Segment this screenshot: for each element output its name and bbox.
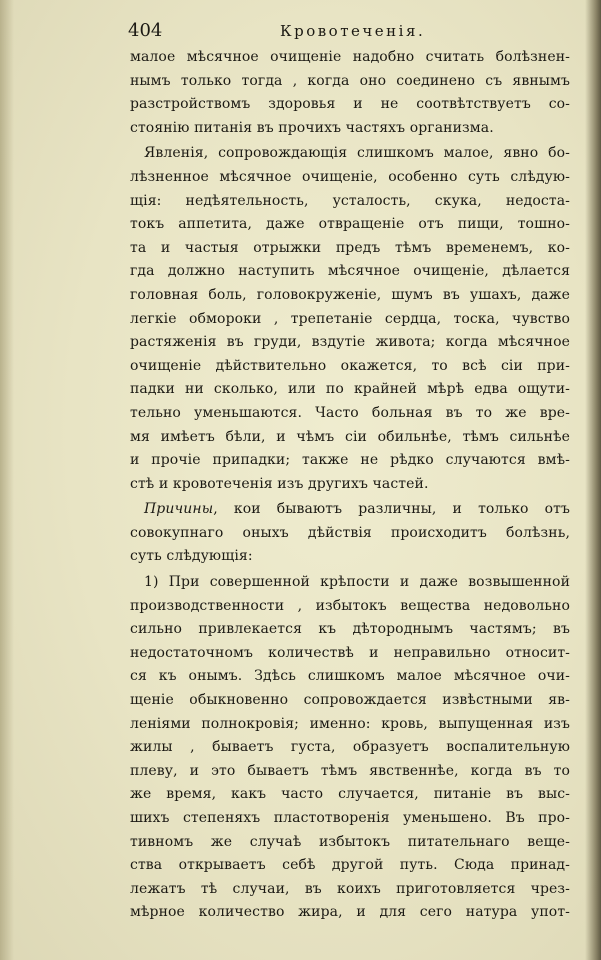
text-line: мѣрное количество жира, и для сего натура упот- <box>130 904 570 921</box>
running-head: Кровотеченія. <box>280 22 426 40</box>
text-line: нымъ только тогда , когда оно соединено съ явнымъ <box>130 72 570 89</box>
body-text <box>130 46 570 925</box>
text-line: совокупнаго оныхъ дѣйствія происходитъ болѣзнь, <box>130 524 570 541</box>
text-line: лежатъ тѣ случаи, въ коихъ приготовляется чрез- <box>130 880 570 897</box>
text-line: и прочіе припадки; также не рѣдко случаются вмѣ- <box>130 452 570 469</box>
text-line: щія: недѣятельность, усталость, скука, недоста- <box>130 192 570 209</box>
text-line: разстройствомъ здоровья и не соотвѣтствуетъ со- <box>130 96 570 113</box>
text-line: шихъ степеняхъ пластотворенія уменьшено. Въ про- <box>130 810 570 826</box>
italic-word: Причины <box>144 501 214 518</box>
text-line: стѣ и кровотеченія изъ другихъ частей. <box>130 475 429 492</box>
text-line: стоянію питанія въ прочихъ частяхъ организма. <box>130 119 494 136</box>
text-line: гда должно наступить мѣсячное очищеніе, дѣлается <box>130 263 570 280</box>
causes-text: , кои бываютъ различны, и только отъ <box>213 501 570 518</box>
text-line: растяженія въ груди, вздутіе живота; когда мѣсячное <box>130 334 570 351</box>
text-line: жилы , бываетъ густа, образуетъ воспалительную <box>130 739 570 756</box>
paragraph-start-line: 1) При совершенной крѣпости и даже возвышенной <box>144 574 570 591</box>
text-line: очищеніе дѣйствительно окажется, то всѣ сіи при- <box>130 357 570 374</box>
text-line: плеву, и это бываетъ тѣмъ явственнѣе, когда въ то <box>130 762 570 779</box>
text-line: малое мѣсячное очищеніе надобно считать болѣзнен- <box>130 49 570 65</box>
text-line: та и частыя отрыжки предъ тѣмъ временемъ, ко- <box>130 239 570 256</box>
text-line: падки ни сколько, или по крайней мѣрѣ едва ощути- <box>130 381 570 398</box>
text-line: лѣзненное мѣсячное очищеніе, особенно суть слѣдую- <box>130 168 570 185</box>
text-line: тивномъ же случаѣ избытокъ питательнаго веще- <box>130 833 570 850</box>
causes-paragraph-line <box>130 498 570 522</box>
text-line: токъ аппетита, даже отвращеніе отъ пищи, тошно- <box>130 216 570 233</box>
text-line: ся къ онымъ. Здѣсь слишкомъ малое мѣсячное очи- <box>130 668 570 685</box>
page-header <box>128 20 580 42</box>
page-edge-left <box>0 0 14 960</box>
text-line: сильно привлекается къ дѣтороднымъ частямъ; въ <box>130 621 570 638</box>
text-line: производственности , избытокъ вещества недовольно <box>130 597 570 614</box>
text-line: леніями полнокровія; именно: кровь, выпущенная изъ <box>130 715 570 732</box>
text-line: головная боль, головокруженіе, шумъ въ ушахъ, даже <box>130 286 570 303</box>
text-line: легкіе обмороки , трепетаніе сердца, тоска, чувство <box>130 310 570 327</box>
text-line: недостаточномъ количествѣ и неправильно относит- <box>130 644 570 661</box>
paragraph-start-line: Явленія, сопровождающія слишкомъ малое, явно бо- <box>144 145 570 162</box>
page-edge-right <box>585 0 601 960</box>
page-number: 404 <box>128 20 163 41</box>
text-line: щеніе обыкновенно сопровождается извѣстными яв- <box>130 692 570 709</box>
text-line: тельно уменьшаются. Часто больная въ то же вре- <box>130 404 570 421</box>
text-line: же время, какъ часто случается, питаніе въ выс- <box>130 786 570 803</box>
text-line: мя имѣетъ бѣли, и чѣмъ сіи обильнѣе, тѣмъ сильнѣе <box>130 428 570 445</box>
text-line: ства открываетъ себѣ другой путь. Сюда принад- <box>130 857 570 874</box>
text-line: суть слѣдующія: <box>130 548 253 565</box>
